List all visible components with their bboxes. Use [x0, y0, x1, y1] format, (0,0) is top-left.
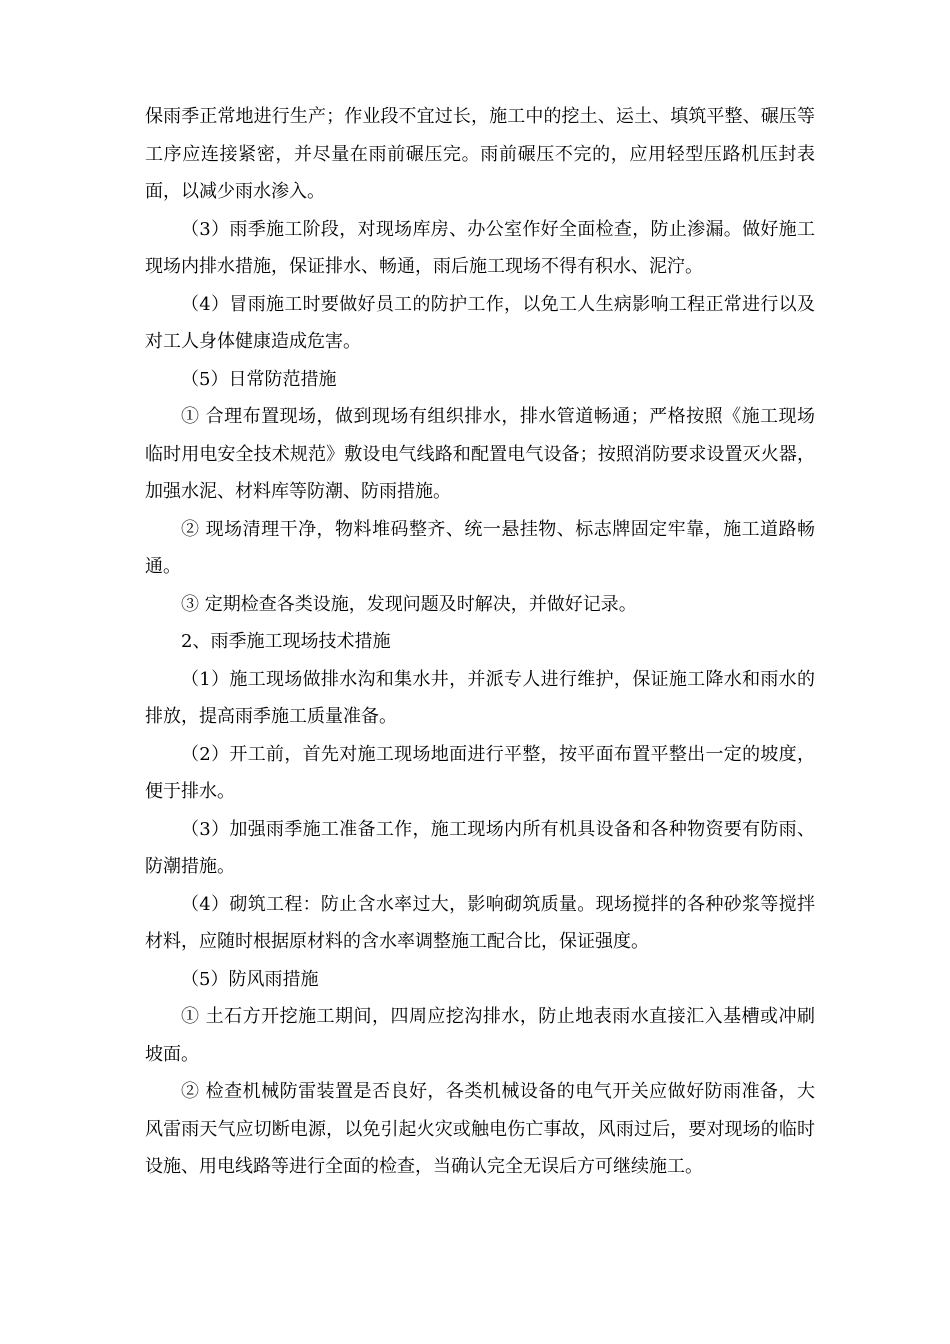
paragraph-item-3: （3）雨季施工阶段，对现场库房、办公室作好全面检查，防止渗漏。做好施工现场内排水措施，保证排水、畅通，雨后施工现场不得有积水、泥泞。 [145, 218, 815, 277]
paragraph-circled-1: ① 合理布置现场，做到现场有组织排水，排水管道畅通；严格按照《施工现场临时用电安全技术规范》敷设电气线路和配置电气设备；按照消防要求设置灭火器，加强水泥、材料库等防潮、防雨措施。 [145, 406, 815, 502]
document-body [145, 98, 815, 1186]
paragraph-item-4: （4）冒雨施工时要做好员工的防护工作，以免工人生病影响工程正常进行以及对工人身体健康造成危害。 [145, 293, 815, 352]
paragraph-circled-2b: ② 检查机械防雷装置是否良好，各类机械设备的电气开关应做好防雨准备，大风雷雨天气应切断电源，以免引起火灾或触电伤亡事故，风雨过后，要对现场的临时设施、用电线路等进行全面的检查，当确认完全无误后方可继续施工。 [145, 1081, 815, 1177]
paragraph-circled-2: ② 现场清理干净，物料堆码整齐、统一悬挂物、标志牌固定牢靠，施工道路畅通。 [145, 518, 815, 577]
paragraph-item-3b: （3）加强雨季施工准备工作，施工现场内所有机具设备和各种物资要有防雨、防潮措施。 [145, 818, 815, 877]
paragraph-item-2: （2）开工前，首先对施工现场地面进行平整，按平面布置平整出一定的坡度，便于排水。 [145, 743, 815, 802]
paragraph-item-4b: （4）砌筑工程：防止含水率过大，影响砌筑质量。现场搅拌的各种砂浆等搅拌材料，应随时根据原材料的含水率调整施工配合比，保证强度。 [145, 893, 815, 952]
paragraph-circled-3: ③ 定期检查各类设施，发现问题及时解决，并做好记录。 [181, 593, 637, 615]
paragraph-item-1: （1）施工现场做排水沟和集水井，并派专人进行维护，保证施工降水和雨水的排放，提高雨季施工质量准备。 [145, 668, 815, 727]
paragraph-circled-1b: ① 土石方开挖施工期间，四周应挖沟排水，防止地表雨水直接汇入基槽或冲刷坡面。 [145, 1006, 815, 1065]
subheading-wind-rain-measures: （5）防风雨措施 [181, 968, 319, 990]
subheading-daily-prevention: （5）日常防范措施 [181, 368, 337, 390]
paragraph-continuation: 保雨季正常地进行生产；作业段不宜过长，施工中的挖土、运土、填筑平整、碾压等工序应连接紧密，并尽量在雨前碾压完。雨前碾压不完的，应用轻型压路机压封表面，以减少雨水渗入。 [145, 106, 815, 202]
section-heading-technical-measures: 2、雨季施工现场技术措施 [181, 631, 391, 652]
